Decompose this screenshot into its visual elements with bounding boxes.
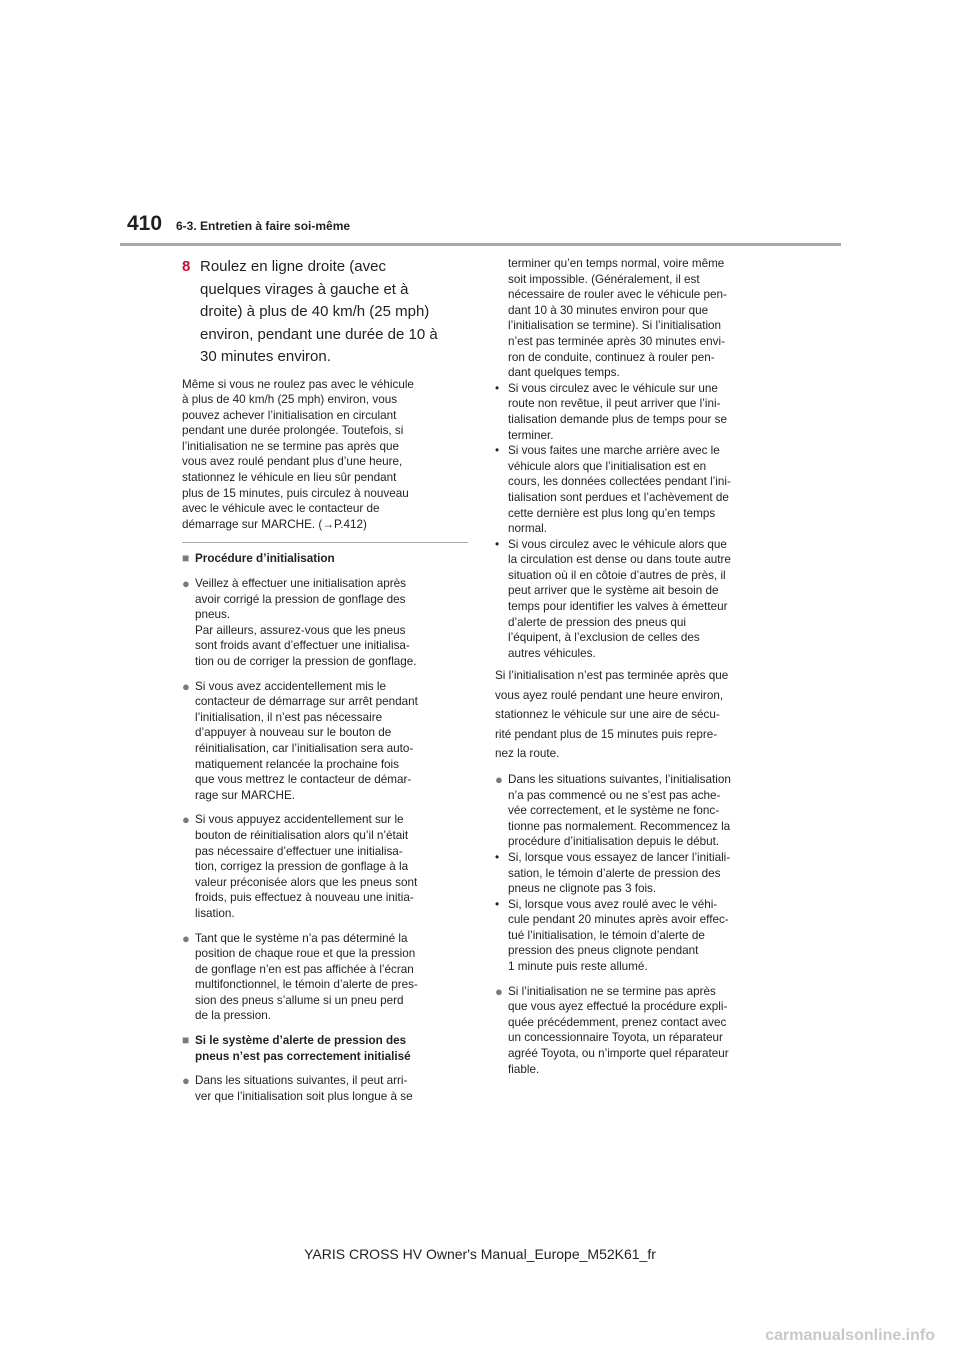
text-line: cours, les données collectées pendant l’ini- — [508, 475, 731, 489]
text-line: Si l’initialisation ne se termine pas après — [508, 984, 716, 998]
text-line: situation où il en côtoie d’autres de près, il — [508, 568, 726, 582]
square-bullet-icon: ■ — [182, 551, 190, 566]
circle-bullet-icon: ● — [182, 930, 190, 946]
text-line: froids, puis effectuez à nouveau une initia- — [195, 891, 414, 905]
text-line: Si vous circulez avec le véhicule alors que — [508, 537, 727, 551]
advice-paragraph — [495, 666, 757, 764]
step-number: 8 — [182, 258, 191, 275]
text-line: normal. — [508, 522, 547, 536]
text-line: dant 10 à 30 minutes environ pour que — [508, 303, 709, 317]
text-line: sont froids avant d’effectuer une initialisa- — [195, 639, 410, 653]
sub-bullet-icon: • — [495, 444, 500, 458]
step-line: quelques virages à gauche et à — [200, 280, 409, 298]
bullet-text — [195, 931, 468, 1025]
circle-bullet-icon: ● — [182, 812, 190, 828]
text-line: terminer. — [508, 428, 554, 442]
text-line: procédure d’initialisation depuis le début. — [508, 835, 720, 849]
text-line: vous ayez roulé pendant une heure environ, — [495, 688, 724, 702]
text-line: pouvez achever l’initialisation en circulant — [182, 408, 397, 422]
bullet-item — [495, 772, 757, 850]
text-line: nez la route. — [495, 747, 560, 761]
text-line: Si vous avez accidentellement mis le — [195, 679, 386, 693]
bullet-item — [182, 576, 468, 670]
text-line: tionne pas normalement. Recommencez la — [508, 819, 731, 833]
text-line: pendant une durée prolongée. Toutefois, si — [182, 424, 404, 438]
subhead-line: pneus n’est pas correctement initialisé — [195, 1049, 411, 1063]
sub-bullet-icon: • — [495, 537, 500, 551]
text-line: Même si vous ne roulez pas avec le véhicule — [182, 377, 414, 391]
text-line: l’équipent, à l’exclusion de celles des — [508, 631, 700, 645]
sub-bullet-text — [508, 897, 729, 975]
text-line: Veillez à effectuer une initialisation après — [195, 577, 406, 591]
text-line: stationnez le véhicule sur une aire de sécu- — [495, 708, 720, 722]
bullet-continuation — [495, 256, 757, 381]
text-line: pas nécessaire d’effectuer une initialisa- — [195, 844, 403, 858]
text-line: de gonflage n’en est pas affichée à l’écran — [195, 962, 414, 976]
circle-bullet-icon: ● — [182, 678, 190, 694]
text-line: nécessaire de rouler avec le véhicule pen- — [508, 288, 727, 302]
text-line: tué l’initialisation, le témoin d’alerte de — [508, 928, 705, 942]
subhead-not-initialised — [182, 1033, 468, 1064]
sub-bullet-text — [508, 537, 731, 662]
text-line: rage sur MARCHE. — [195, 788, 296, 802]
header-rule — [120, 243, 841, 246]
sub-bullet-item — [495, 537, 757, 662]
bullet-text — [508, 984, 757, 1078]
text-line: autres véhicules. — [508, 646, 596, 660]
sub-bullet-item — [495, 381, 757, 443]
text-line: Si vous faites une marche arrière avec le — [508, 444, 720, 458]
sub-bullet-text — [508, 443, 731, 537]
sub-bullet-icon: • — [495, 381, 500, 395]
text-line: pression des pneus clignote pendant — [508, 944, 699, 958]
text-line: un concessionnaire Toyota, un réparateur — [508, 1031, 723, 1045]
text-line: n’est pas terminée après 30 minutes envi- — [508, 334, 725, 348]
step-line: environ, pendant une durée de 10 à — [200, 325, 438, 343]
sub-bullet-item — [495, 850, 757, 897]
text-line: agréé Toyota, ou n’importe quel réparateur — [508, 1047, 729, 1061]
subhead-text: Procédure d’initialisation — [195, 552, 335, 566]
text-line: soit impossible. (Généralement, il est — [508, 272, 700, 286]
text-line: quée précédemment, prenez contact avec — [508, 1015, 727, 1029]
text-line: vée correctement, et le système ne fonc- — [508, 804, 720, 818]
text-line: terminer qu’en temps normal, voire même — [508, 257, 725, 270]
text-line: temps pour identifier les valves à émetteur — [508, 600, 728, 614]
page-number: 410 — [127, 212, 163, 235]
bullet-item — [182, 679, 468, 804]
text-line: plus de 15 minutes, puis circulez à nouveau — [182, 486, 409, 500]
text-line: démarrage sur MARCHE. (→P.412) — [182, 517, 367, 531]
text-line: l’initialisation ne se termine pas après que — [182, 439, 399, 453]
text-line: cule pendant 20 minutes après avoir effec- — [508, 913, 729, 927]
text-line: multifonctionnel, le témoin d’alerte de pres- — [195, 978, 418, 992]
text-line: 1 minute puis reste allumé. — [508, 960, 648, 974]
text-line: tialisation sont perdues et l’achèvement de — [508, 490, 729, 504]
text-line: que vous mettrez le contacteur de démar- — [195, 773, 412, 787]
text-line: route non revêtue, il peut arriver que l’ini- — [508, 397, 721, 411]
circle-bullet-icon: ● — [495, 771, 503, 787]
bullet-item — [495, 984, 757, 1078]
text-line: matiquement relancée la prochaine fois — [195, 757, 400, 771]
text-line: Dans les situations suivantes, il peut arri- — [195, 1074, 408, 1088]
text-line: réinitialisation, car l’initialisation sera auto- — [195, 741, 414, 755]
step-8 — [182, 256, 468, 369]
text-line: tion ou de corriger la pression de gonflage. — [195, 655, 417, 668]
text-line: que vous ayez effectué la procédure expli- — [508, 1000, 728, 1014]
text-line: Si, lorsque vous essayez de lancer l’initiali- — [508, 850, 731, 864]
text-line: cette dernière est plus long qu’en temps — [508, 506, 716, 520]
square-bullet-icon: ■ — [182, 1033, 190, 1048]
text-line: la circulation est dense ou dans toute autre — [508, 553, 731, 567]
text-line: bouton de réinitialisation alors qu’il n’était — [195, 828, 409, 842]
sub-bullet-icon: • — [495, 897, 500, 911]
text-line: Si, lorsque vous avez roulé avec le véhi- — [508, 897, 718, 911]
circle-bullet-icon: ● — [182, 576, 190, 592]
text-line: rité pendant plus de 15 minutes puis repre- — [495, 727, 718, 741]
bullet-item — [182, 931, 468, 1025]
text-line: contacteur de démarrage sur arrêt pendant — [195, 695, 418, 709]
step-note — [182, 377, 468, 533]
footer: YARIS CROSS HV Owner's Manual_Europe_M52K61_fr — [304, 1246, 656, 1262]
text-line: Si vous circulez avec le véhicule sur une — [508, 381, 718, 395]
text-line: Tant que le système n’a pas déterminé la — [195, 931, 408, 945]
text-line: tialisation demande plus de temps pour se — [508, 412, 727, 426]
sub-bullet-text — [508, 381, 727, 443]
sub-bullet-item — [495, 897, 757, 975]
text-line: lisation. — [195, 906, 235, 920]
step-text — [200, 256, 468, 369]
text-line: Si l’initialisation n’est pas terminée après que — [495, 669, 729, 683]
text-line: avoir corrigé la pression de gonflage des — [195, 592, 406, 606]
subhead-line: Si le système d’alerte de pression des — [195, 1034, 407, 1048]
text-line: ron de conduite, continuez à rouler pen- — [508, 350, 715, 364]
text-line: pneus ne clignote pas 3 fois. — [508, 882, 657, 896]
text-line: sation, le témoin d’alerte de pression des — [508, 866, 721, 880]
text-line: Si vous appuyez accidentellement sur le — [195, 813, 404, 827]
text-line: stationnez le véhicule en lieu sûr pendant — [182, 471, 397, 485]
bullet-item — [182, 812, 468, 921]
bullet-text — [195, 812, 468, 921]
text-line: d’alerte de pression des pneus qui — [508, 615, 687, 629]
section-title: 6-3. Entretien à faire soi-même — [176, 219, 351, 233]
text-line: tion, corrigez la pression de gonflage à la — [195, 860, 409, 874]
text-line: de la pression. — [195, 1009, 272, 1023]
text-line: Par ailleurs, assurez-vous que les pneus — [195, 623, 406, 637]
text-line: dant quelques temps. — [508, 366, 620, 380]
text-line: pneus. — [195, 608, 231, 622]
circle-bullet-icon: ● — [495, 983, 503, 999]
text-line: fiable. — [508, 1062, 540, 1076]
text-line: à plus de 40 km/h (25 mph) environ, vous — [182, 393, 398, 407]
section-divider — [182, 542, 468, 543]
step-line: Roulez en ligne droite (avec — [200, 258, 386, 275]
text-line: l’initialisation se termine). Si l’initialisation — [508, 319, 722, 333]
left-column — [182, 256, 468, 1113]
bullet-text — [195, 679, 468, 804]
text-line: véhicule alors que l’initialisation est en — [508, 459, 707, 473]
text-line: avec le véhicule avec le contacteur de — [182, 502, 380, 516]
text-line: peut arriver que le système ait besoin de — [508, 584, 719, 598]
circle-bullet-icon: ● — [182, 1073, 190, 1089]
text-line: n’a pas commencé ou ne s’est pas ache- — [508, 788, 721, 802]
bullet-item — [182, 1073, 468, 1104]
sub-bullet-icon: • — [495, 850, 500, 864]
text-line: sion des pneus s’allume si un pneu perd — [195, 993, 404, 1007]
right-column — [495, 256, 757, 1086]
text-line: d’appuyer à nouveau sur le bouton de — [195, 726, 392, 740]
text-line: ver que l’initialisation soit plus longue à se — [195, 1089, 413, 1103]
bullet-text — [508, 772, 757, 850]
step-line: droite) à plus de 40 km/h (25 mph) — [200, 303, 430, 320]
sub-bullet-text — [508, 850, 730, 897]
text-line: position de chaque roue et que la pression — [195, 947, 416, 961]
sub-bullet-item — [495, 443, 757, 537]
step-line: 30 minutes environ. — [200, 348, 331, 365]
bullet-text — [195, 1073, 468, 1104]
subhead-initialisation — [182, 551, 468, 567]
watermark: carmanualsonline.info — [765, 1327, 935, 1344]
text-line: vous avez roulé pendant plus d’une heure, — [182, 455, 403, 469]
bullet-text — [195, 576, 468, 670]
text-line: valeur préconisée alors que les pneus sont — [195, 875, 418, 889]
text-line: Dans les situations suivantes, l’initialisation — [508, 772, 731, 786]
text-line: l’initialisation, il n’est pas nécessaire — [195, 710, 383, 724]
